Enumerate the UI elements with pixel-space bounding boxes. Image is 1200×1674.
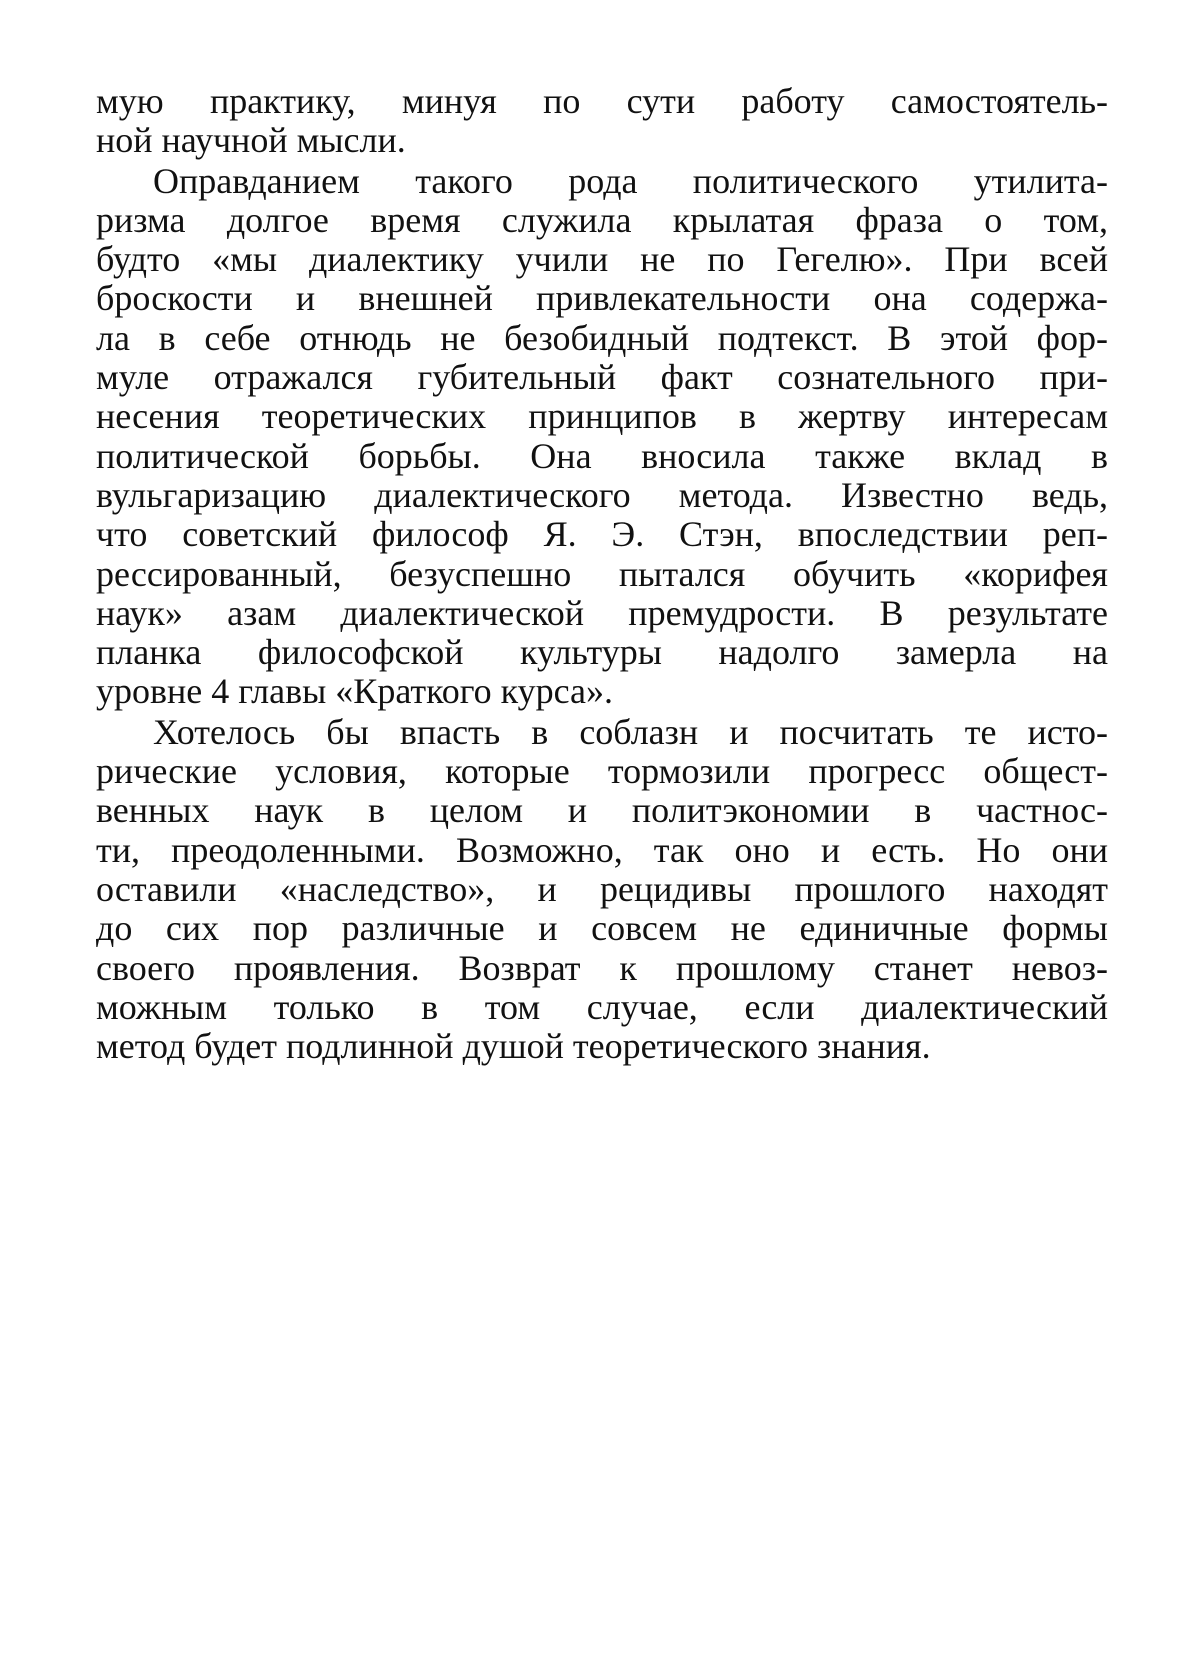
paragraph-1	[96, 82, 1108, 161]
text-line: ной научной мысли.	[96, 121, 406, 161]
text-line: ризма долгое время служила крылатая фраза о том,	[96, 200, 1108, 240]
text-line: политической борьбы. Она вносила также вклад в	[96, 436, 1108, 476]
text-line: ла в себе отнюдь не безобидный подтекст. В этой фор-	[96, 318, 1108, 358]
document-page	[96, 82, 1108, 1067]
paragraph-3	[96, 713, 1108, 1067]
text-line: до сих пор различные и совсем не единичные формы	[96, 909, 1108, 949]
paragraph-2	[96, 162, 1108, 712]
text-line: венных наук в целом и политэкономии в частнос-	[96, 791, 1108, 831]
text-line: броскости и внешней привлекательности она содержа-	[96, 279, 1108, 319]
text-line: рессированный, безуспешно пытался обучить «корифея	[96, 554, 1108, 594]
text-line: метод будет подлинной душой теоретического знания.	[96, 1027, 931, 1067]
text-line: вульгаризацию диалектического метода. Известно ведь,	[96, 475, 1108, 515]
text-line: рические условия, которые тормозили прогресс общест-	[96, 752, 1108, 792]
text-line: будто «мы диалектику учили не по Гегелю». При всей	[96, 240, 1108, 280]
text-line: планка философской культуры надолго замерла на	[96, 633, 1108, 673]
text-line: мую практику, минуя по сути работу самостоятель-	[96, 82, 1108, 121]
text-line: что советский философ Я. Э. Стэн, впоследствии реп-	[96, 515, 1108, 555]
text-line: ти, преодоленными. Возможно, так оно и есть. Но они	[96, 830, 1108, 870]
text-line: оставили «наследство», и рецидивы прошлого находят	[96, 869, 1108, 909]
text-line: наук» азам диалектической премудрости. В результате	[96, 593, 1108, 633]
text-line: своего проявления. Возврат к прошлому станет невоз-	[96, 948, 1108, 988]
text-line: можным только в том случае, если диалектический	[96, 987, 1108, 1027]
text-line: несения теоретических принципов в жертву интересам	[96, 397, 1108, 437]
text-line: Оправданием такого рода политического утилита-	[153, 161, 1108, 201]
text-line: уровне 4 главы «Краткого курса».	[96, 672, 614, 712]
text-line: Хотелось бы впасть в соблазн и посчитать те исто-	[153, 712, 1108, 752]
text-line: муле отражался губительный факт сознательного при-	[96, 358, 1108, 398]
